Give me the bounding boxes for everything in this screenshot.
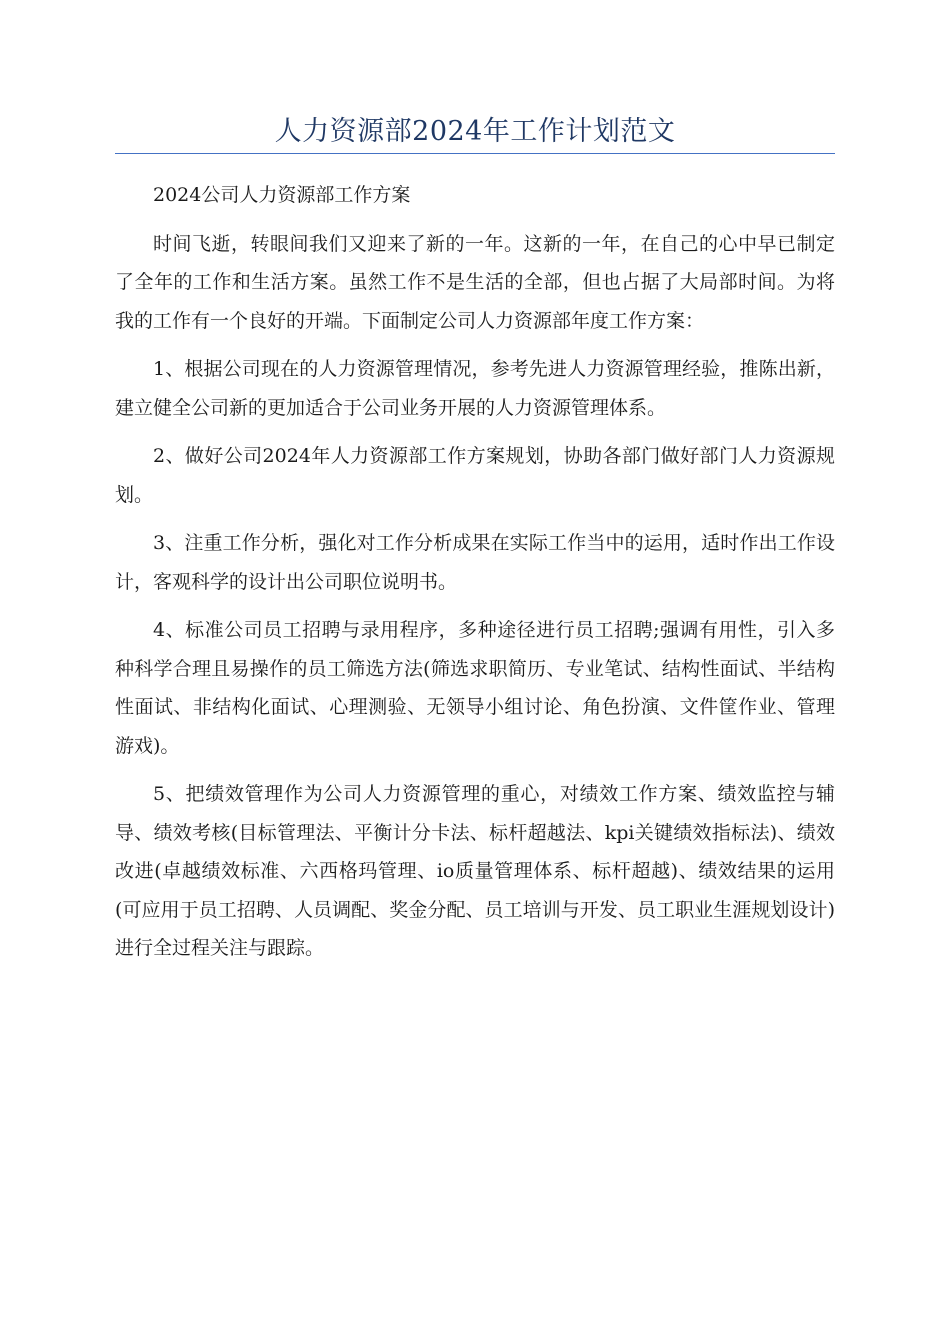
document-title: 人力资源部2024年工作计划范文	[274, 116, 676, 147]
paragraph-intro: 时间飞逝，转眼间我们又迎来了新的一年。这新的一年，在自己的心中早已制定了全年的工作和生活方案。虽然工作不是生活的全部，但也占据了大局部时间。为将我的工作有一个良好的开端。下面制定公司人力资源部年度工作方案：	[115, 232, 835, 332]
paragraph-item-5: 5、把绩效管理作为公司人力资源管理的重心，对绩效工作方案、绩效监控与辅导、绩效考核(目标管理法、平衡计分卡法、标杆超越法、kpi关键绩效指标法)、绩效改进(卓越绩效标准、六西格玛管理、io质量管理体系、标杆超越)、绩效结果的运用(可应用于员工招聘、人员调配、奖金分配、员工培训与开发、员工职业生涯规划设计)进行全过程关注与跟踪。	[115, 783, 835, 959]
paragraph-item-4: 4、标准公司员工招聘与录用程序，多种途径进行员工招聘;强调有用性，引入多种科学合理且易操作的员工筛选方法(筛选求职简历、专业笔试、结构性面试、半结构性面试、非结构化面试、心理测验、无领导小组讨论、角色扮演、文件筐作业、管理游戏)。	[115, 619, 835, 757]
paragraph-item-2: 2、做好公司2024年人力资源部工作方案规划，协助各部门做好部门人力资源规划。	[115, 445, 835, 506]
paragraph-item-3: 3、注重工作分析，强化对工作分析成果在实际工作当中的运用，适时作出工作设计，客观科学的设计出公司职位说明书。	[115, 532, 835, 593]
document-body	[115, 176, 835, 968]
paragraph-item-1: 1、根据公司现在的人力资源管理情况，参考先进人力资源管理经验，推陈出新，建立健全公司新的更加适合于公司业务开展的人力资源管理体系。	[115, 358, 835, 419]
title-underline	[115, 153, 835, 154]
document-subtitle: 2024公司人力资源部工作方案	[153, 184, 411, 206]
